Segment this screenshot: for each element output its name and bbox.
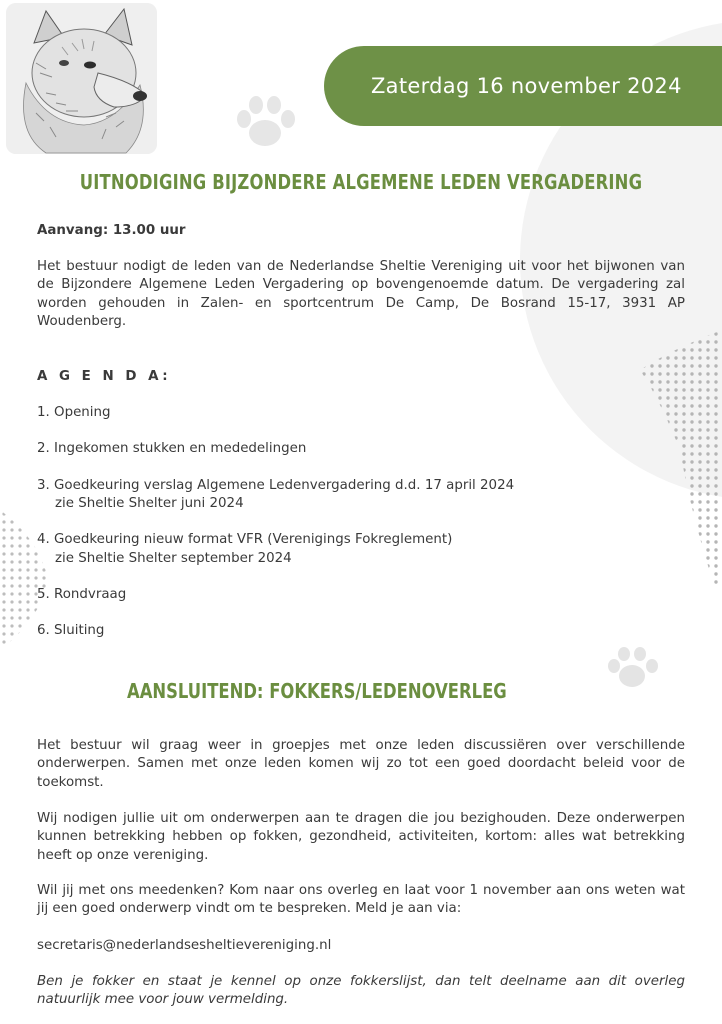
agenda-item-5: 5. Rondvraag — [37, 587, 127, 602]
section2-paragraph-3: Wil jij met ons meedenken? Kom naar ons overleg en laat voor 1 november aan ons weten wat jij een goed onderwerp vindt om te bespreken. Meld je aan via: — [37, 883, 685, 917]
agenda-heading: A G E N D A: — [37, 369, 172, 384]
agenda-item-1: 1. Opening — [37, 405, 111, 420]
agenda-item-6: 6. Sluiting — [37, 623, 105, 638]
intro-paragraph: Het bestuur nodigt de leden van de Nederlandse Sheltie Vereniging uit voor het bijwonen van de Bijzondere Algemene Leden Vergadering op bovengenoemde datum. De vergadering zal worden gehouden in Zalen- en sportcentrum De Camp, De Bosrand 15-17, 3931 AP Woudenberg. — [37, 259, 685, 329]
date-banner — [324, 46, 722, 126]
agenda-item-3: 3. Goedkeuring verslag Algemene Ledenvergadering d.d. 17 april 2024 — [37, 478, 515, 493]
page-title: UITNODIGING BIJZONDERE ALGEMENE LEDEN VERGADERING — [79, 170, 643, 194]
agenda-item-3-sub: zie Sheltie Shelter juni 2024 — [55, 496, 244, 511]
dog-sketch-icon — [6, 3, 157, 154]
agenda-item-2: 2. Ingekomen stukken en mededelingen — [37, 441, 307, 456]
paw-print-icon-2 — [604, 646, 662, 692]
breeder-note: Ben je fokker en staat je kennel op onze fokkerslijst, dan telt deelname aan dit overleg natuurlijk mee voor jouw vermelding. — [37, 974, 685, 1008]
contact-email[interactable]: secretaris@nederlandsesheltievereniging.nl — [37, 938, 332, 953]
section2-paragraph-1: Het bestuur wil graag weer in groepjes met onze leden discussiëren over verschillende onderwerpen. Samen met onze leden komen wij zo tot een goed doordacht beleid voor de toekomst. — [37, 738, 685, 790]
agenda-item-4-sub: zie Sheltie Shelter september 2024 — [55, 551, 292, 566]
paw-print-icon — [232, 95, 300, 153]
start-time: Aanvang: 13.00 uur — [37, 223, 186, 238]
section2-title: AANSLUITEND: FOKKERS/LEDENOVERLEG — [127, 679, 507, 703]
sheltie-logo — [6, 3, 157, 154]
agenda-item-4: 4. Goedkeuring nieuw format VFR (Verenigings Fokreglement) — [37, 532, 453, 547]
event-date: Zaterdag 16 november 2024 — [371, 74, 682, 98]
section2-paragraph-2: Wij nodigen jullie uit om onderwerpen aan te dragen die jou bezighouden. Deze onderwerpen kunnen betrekking hebben op fokken, gezondheid, activiteiten, kortom: alles wat betrekking heeft op onze vereniging. — [37, 811, 685, 863]
